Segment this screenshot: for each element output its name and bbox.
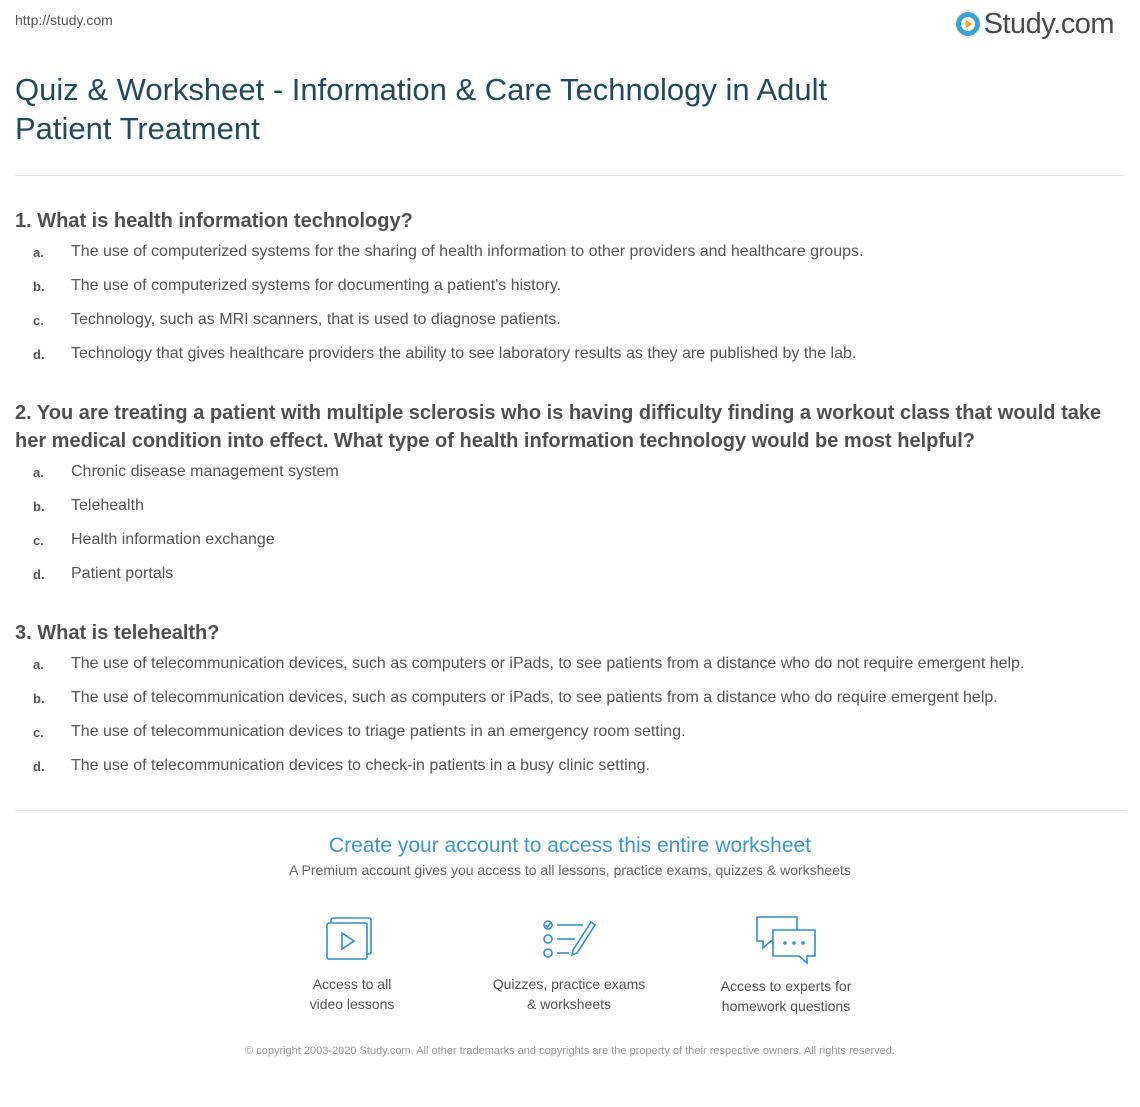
- option-item[interactable]: [15, 337, 1125, 371]
- option-text: The use of computerized systems for the sharing of health information to other providers and healthcare groups.: [71, 243, 864, 260]
- option-text: The use of computerized systems for documenting a patient's history.: [71, 277, 562, 294]
- question-text: 1. What is health information technology?: [15, 210, 413, 232]
- option-item[interactable]: [15, 557, 1125, 591]
- feature-label: Quizzes, practice exams & worksheets: [492, 976, 646, 1012]
- site-url[interactable]: http://study.com: [15, 12, 113, 28]
- option-text: Health information exchange: [71, 531, 275, 548]
- option-item[interactable]: [15, 681, 1125, 715]
- signup-cta: [0, 832, 1140, 878]
- copyright-notice: © copyright 2003-2020 Study.com. All other trademarks and copyrights are the property of their respective owners. All rights reserved.: [245, 1045, 895, 1057]
- option-item[interactable]: [15, 715, 1125, 749]
- create-account-link[interactable]: Create your account to access this entire worksheet: [328, 834, 812, 857]
- option-letter: b.: [33, 278, 45, 294]
- question-text: 2. You are treating a patient with multiple sclerosis who is having difficulty finding a workout class that would take her medical condition into effect. What type of health information technology would be most helpful?: [15, 402, 1102, 452]
- option-letter: c.: [33, 312, 44, 328]
- option-letter: d.: [33, 566, 45, 582]
- option-text: Patient portals: [71, 565, 174, 582]
- option-letter: a.: [33, 244, 44, 260]
- page-title: Quiz & Worksheet - Information & Care Technology in Adult Patient Treatment: [15, 72, 828, 146]
- chat-bubbles-icon: [754, 914, 818, 966]
- option-item[interactable]: [15, 647, 1125, 681]
- option-letter: b.: [33, 690, 45, 706]
- feature-video-lessons: [252, 914, 452, 1014]
- study-logo[interactable]: [955, 8, 1114, 40]
- question-2: [15, 399, 1125, 591]
- option-letter: c.: [33, 724, 44, 740]
- option-letter: b.: [33, 498, 45, 514]
- option-text: The use of telecommunication devices to triage patients in an emergency room setting.: [71, 723, 686, 740]
- option-list: [15, 455, 1125, 591]
- option-letter: c.: [33, 532, 44, 548]
- feature-label: Access to experts for homework questions: [720, 978, 852, 1014]
- option-text: Technology that gives healthcare providers the ability to see laboratory results as they are published by the lab.: [71, 345, 857, 362]
- divider: [15, 175, 1125, 176]
- feature-label: Access to all video lessons: [309, 976, 395, 1012]
- option-list: [15, 647, 1125, 783]
- option-list: [15, 235, 1125, 371]
- option-item[interactable]: [15, 749, 1125, 783]
- option-item[interactable]: [15, 489, 1125, 523]
- question-text: 3. What is telehealth?: [15, 622, 220, 644]
- option-letter: a.: [33, 656, 44, 672]
- feature-quizzes: [469, 914, 669, 1014]
- option-item[interactable]: [15, 303, 1125, 337]
- option-letter: a.: [33, 464, 44, 480]
- quiz-checklist-icon: [539, 914, 599, 964]
- option-text: The use of telecommunication devices, such as computers or iPads, to see patients from a distance who do not require emergent help.: [71, 655, 1025, 672]
- video-lessons-icon: [324, 914, 380, 964]
- option-item[interactable]: [15, 523, 1125, 557]
- option-item[interactable]: [15, 269, 1125, 303]
- option-letter: d.: [33, 346, 45, 362]
- option-item[interactable]: [15, 455, 1125, 489]
- question-3: [15, 619, 1125, 783]
- option-letter: d.: [33, 758, 45, 774]
- option-text: The use of telecommunication devices, such as computers or iPads, to see patients from a distance who do require emergent help.: [71, 689, 998, 706]
- option-item[interactable]: [15, 235, 1125, 269]
- divider: [15, 810, 1125, 811]
- play-circle-logo-icon: [955, 11, 981, 37]
- option-text: The use of telecommunication devices to check-in patients in a busy clinic setting.: [71, 757, 650, 774]
- option-text: Technology, such as MRI scanners, that is used to diagnose patients.: [71, 311, 561, 328]
- cta-subtitle: A Premium account gives you access to all lessons, practice exams, quizzes & worksheets: [289, 862, 851, 878]
- feature-experts: [686, 914, 886, 1016]
- option-text: Telehealth: [71, 497, 144, 514]
- option-text: Chronic disease management system: [71, 463, 339, 480]
- logo-text: Study.com: [983, 8, 1114, 40]
- question-1: [15, 207, 1125, 371]
